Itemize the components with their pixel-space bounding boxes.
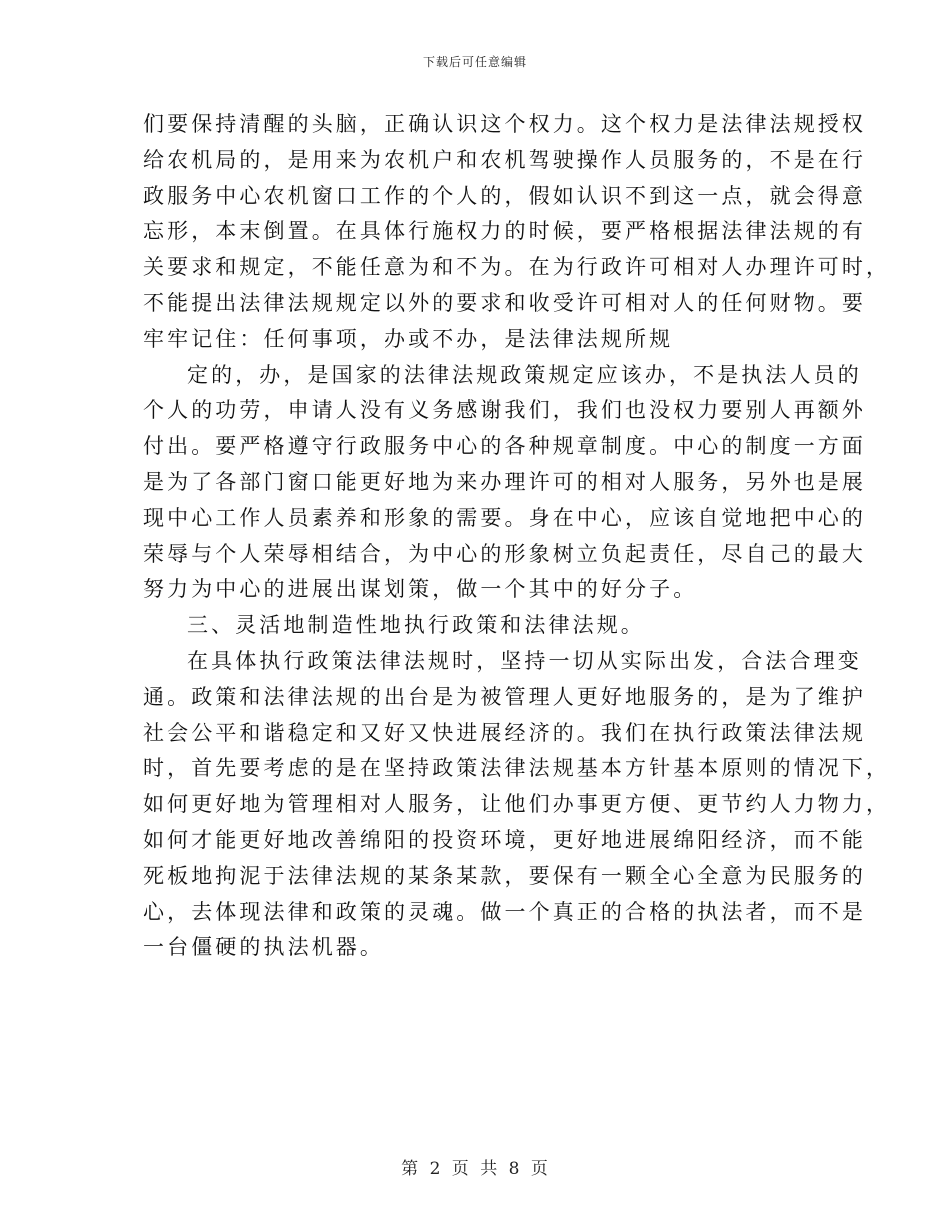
text-line: 如何才能更好地改善绵阳的投资环境，更好地进展绵阳经济，而不能 xyxy=(143,827,866,852)
text-line: 个人的功劳，申请人没有义务感谢我们，我们也没权力要别人再额外 xyxy=(143,398,866,423)
text-line: 牢牢记住：任何事项，办或不办，是法律法规所规 xyxy=(143,326,674,351)
text-line: 政服务中心农机窗口工作的个人的，假如认识不到这一点，就会得意 xyxy=(143,183,866,208)
paragraph-start-line: 在具体执行政策法律法规时，坚持一切从实际出发，合法合理变 xyxy=(187,648,862,673)
text-line: 付出。要严格遵守行政服务中心的各种规章制度。中心的制度一方面 xyxy=(143,434,866,459)
section-heading: 三、灵活地制造性地执行政策和法律法规。 xyxy=(187,613,645,638)
text-line: 们要保持清醒的头脑，正确认识这个权力。这个权力是法律法规授权 xyxy=(143,112,866,136)
text-line: 是为了各部门窗口能更好地为来办理许可的相对人服务，另外也是展 xyxy=(143,469,866,494)
page-header: 下载后可任意编辑 xyxy=(422,55,527,69)
text-line: 不能提出法律法规规定以外的要求和收受许可相对人的任何财物。要 xyxy=(143,290,866,315)
paragraph-start-line: 定的，办，是国家的法律法规政策规定应该办，不是执法人员的 xyxy=(187,362,862,387)
text-line: 努力为中心的进展出谋划策，做一个其中的好分子。 xyxy=(143,577,698,602)
text-line: 忘形，本末倒置。在具体行施权力的时候，要严格根据法律法规的有 xyxy=(143,219,866,244)
document-body xyxy=(143,107,891,966)
page-number-footer: 第 2 页 共 8 页 xyxy=(401,1159,549,1179)
text-line: 社会公平和谐稳定和又好又快进展经济的。我们在执行政策法律法规 xyxy=(143,720,866,745)
text-line: 关要求和规定，不能任意为和不为。在为行政许可相对人办理许可时， xyxy=(143,255,891,280)
text-line: 如何更好地为管理相对人服务，让他们办事更方便、更节约人力物力， xyxy=(143,792,891,817)
text-line: 时，首先要考虑的是在坚持政策法律法规基本方针基本原则的情况下， xyxy=(143,756,891,781)
text-line: 心，去体现法律和政策的灵魂。做一个真正的合格的执法者，而不是 xyxy=(143,899,866,924)
text-line: 一台僵硬的执法机器。 xyxy=(143,935,384,960)
text-line: 通。政策和法律法规的出台是为被管理人更好地服务的，是为了维护 xyxy=(143,684,866,709)
text-line: 给农机局的，是用来为农机户和农机驾驶操作人员服务的，不是在行 xyxy=(143,147,866,172)
text-line: 死板地拘泥于法律法规的某条某款，要保有一颗全心全意为民服务的 xyxy=(143,863,866,888)
text-line: 荣辱与个人荣辱相结合，为中心的形象树立负起责任，尽自己的最大 xyxy=(143,541,866,566)
text-line: 现中心工作人员素养和形象的需要。身在中心，应该自觉地把中心的 xyxy=(143,505,866,530)
